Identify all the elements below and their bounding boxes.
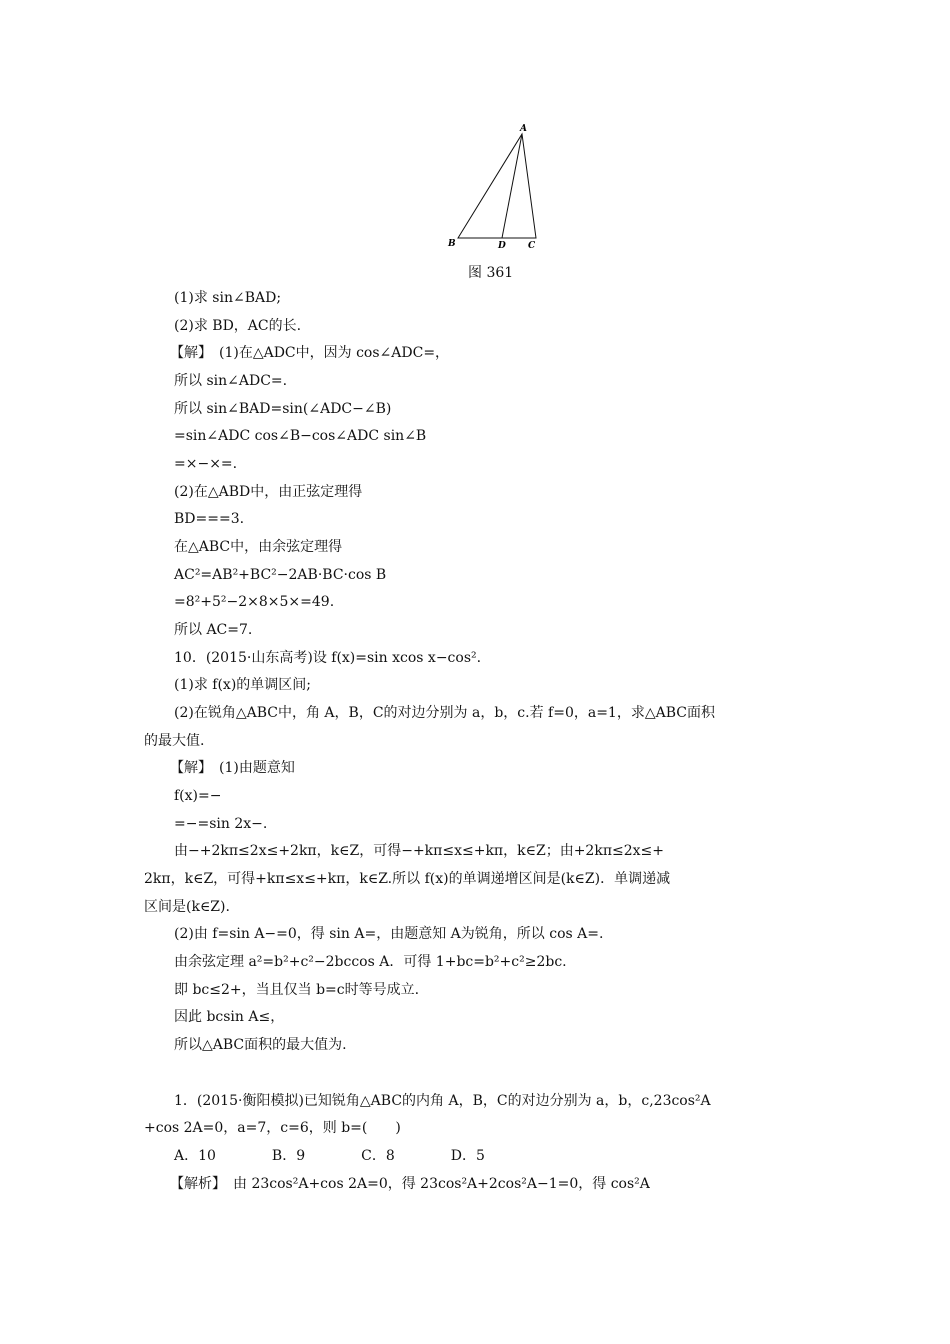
text-line: 【解】 (1)在△ADC中，因为 cos∠ADC=， xyxy=(170,345,450,361)
text-line: A．10 B．9 C．8 D．5 xyxy=(174,1148,485,1164)
text-line: (2)求 BD，AC的长. xyxy=(174,318,302,334)
text-line: =−=sin 2x−. xyxy=(174,816,268,832)
text-line: 2kπ，k∈Z，可得+kπ≤x≤+kπ，k∈Z.所以 f(x)的单调递增区间是(k∈Z)．单调递减 xyxy=(144,871,671,887)
text-line: (2)在锐角△ABC中，角 A，B，C的对边分别为 a，b，c.若 f=0，a=1，求△ABC面积 xyxy=(174,705,715,721)
triangle-abc xyxy=(458,134,536,238)
text-line: 因此 bcsin A≤， xyxy=(174,1009,285,1025)
text-line: 的最大值. xyxy=(144,733,205,749)
text-line: (1)求 sin∠BAD; xyxy=(174,290,282,306)
vertex-label-b: B xyxy=(448,239,456,249)
text-line: 即 bc≤2+，当且仅当 b=c时等号成立. xyxy=(174,982,420,998)
text-line: +cos 2A=0，a=7，c=6，则 b=( ) xyxy=(144,1120,401,1136)
vertex-label-a: A xyxy=(520,124,527,134)
text-line: AC²=AB²+BC²−2AB·BC·cos B xyxy=(174,567,387,583)
text-line: 1．(2015·衡阳模拟)已知锐角△ABC的内角 A，B，C的对边分别为 a，b，c,23cos²A xyxy=(174,1093,711,1109)
text-line: (2)由 f=sin A−=0，得 sin A=，由题意知 A为锐角，所以 cos A=. xyxy=(174,926,604,942)
text-line: =8²+5²−2×8×5×=49. xyxy=(174,594,335,610)
text-line: 由余弦定理 a²=b²+c²−2bccos A．可得 1+bc=b²+c²≥2bc. xyxy=(174,954,567,970)
text-line: 区间是(k∈Z). xyxy=(144,899,230,915)
text-line: 【解】 (1)由题意知 xyxy=(170,760,295,776)
point-label-d: D xyxy=(498,241,506,251)
vertex-label-c: C xyxy=(528,241,536,251)
text-line: f(x)=− xyxy=(174,788,222,804)
text-line: =×−×=. xyxy=(174,456,238,472)
text-line: 所以 AC=7. xyxy=(174,622,253,638)
figure-caption: 图 361 xyxy=(468,265,514,281)
text-line: (2)在△ABD中，由正弦定理得 xyxy=(174,484,363,500)
text-line: =sin∠ADC cos∠B−cos∠ADC sin∠B xyxy=(174,428,427,444)
text-line: 由−+2kπ≤2x≤+2kπ，k∈Z，可得−+kπ≤x≤+kπ，k∈Z；由+2kπ≤2x≤+ xyxy=(174,843,665,859)
text-line: 所以△ABC面积的最大值为. xyxy=(174,1037,347,1053)
text-line: 【解析】 由 23cos²A+cos 2A=0，得 23cos²A+2cos²A−1=0，得 cos²A xyxy=(170,1176,650,1192)
text-line: BD===3. xyxy=(174,511,245,527)
text-line: 所以 sin∠BAD=sin(∠ADC−∠B) xyxy=(174,401,392,417)
text-line: (1)求 f(x)的单调区间; xyxy=(174,677,311,693)
triangle-figure xyxy=(430,118,560,258)
text-line: 所以 sin∠ADC=. xyxy=(174,373,288,389)
text-line: 10．(2015·山东高考)设 f(x)=sin xcos x−cos². xyxy=(174,650,482,666)
text-line: 在△ABC中，由余弦定理得 xyxy=(174,539,343,555)
